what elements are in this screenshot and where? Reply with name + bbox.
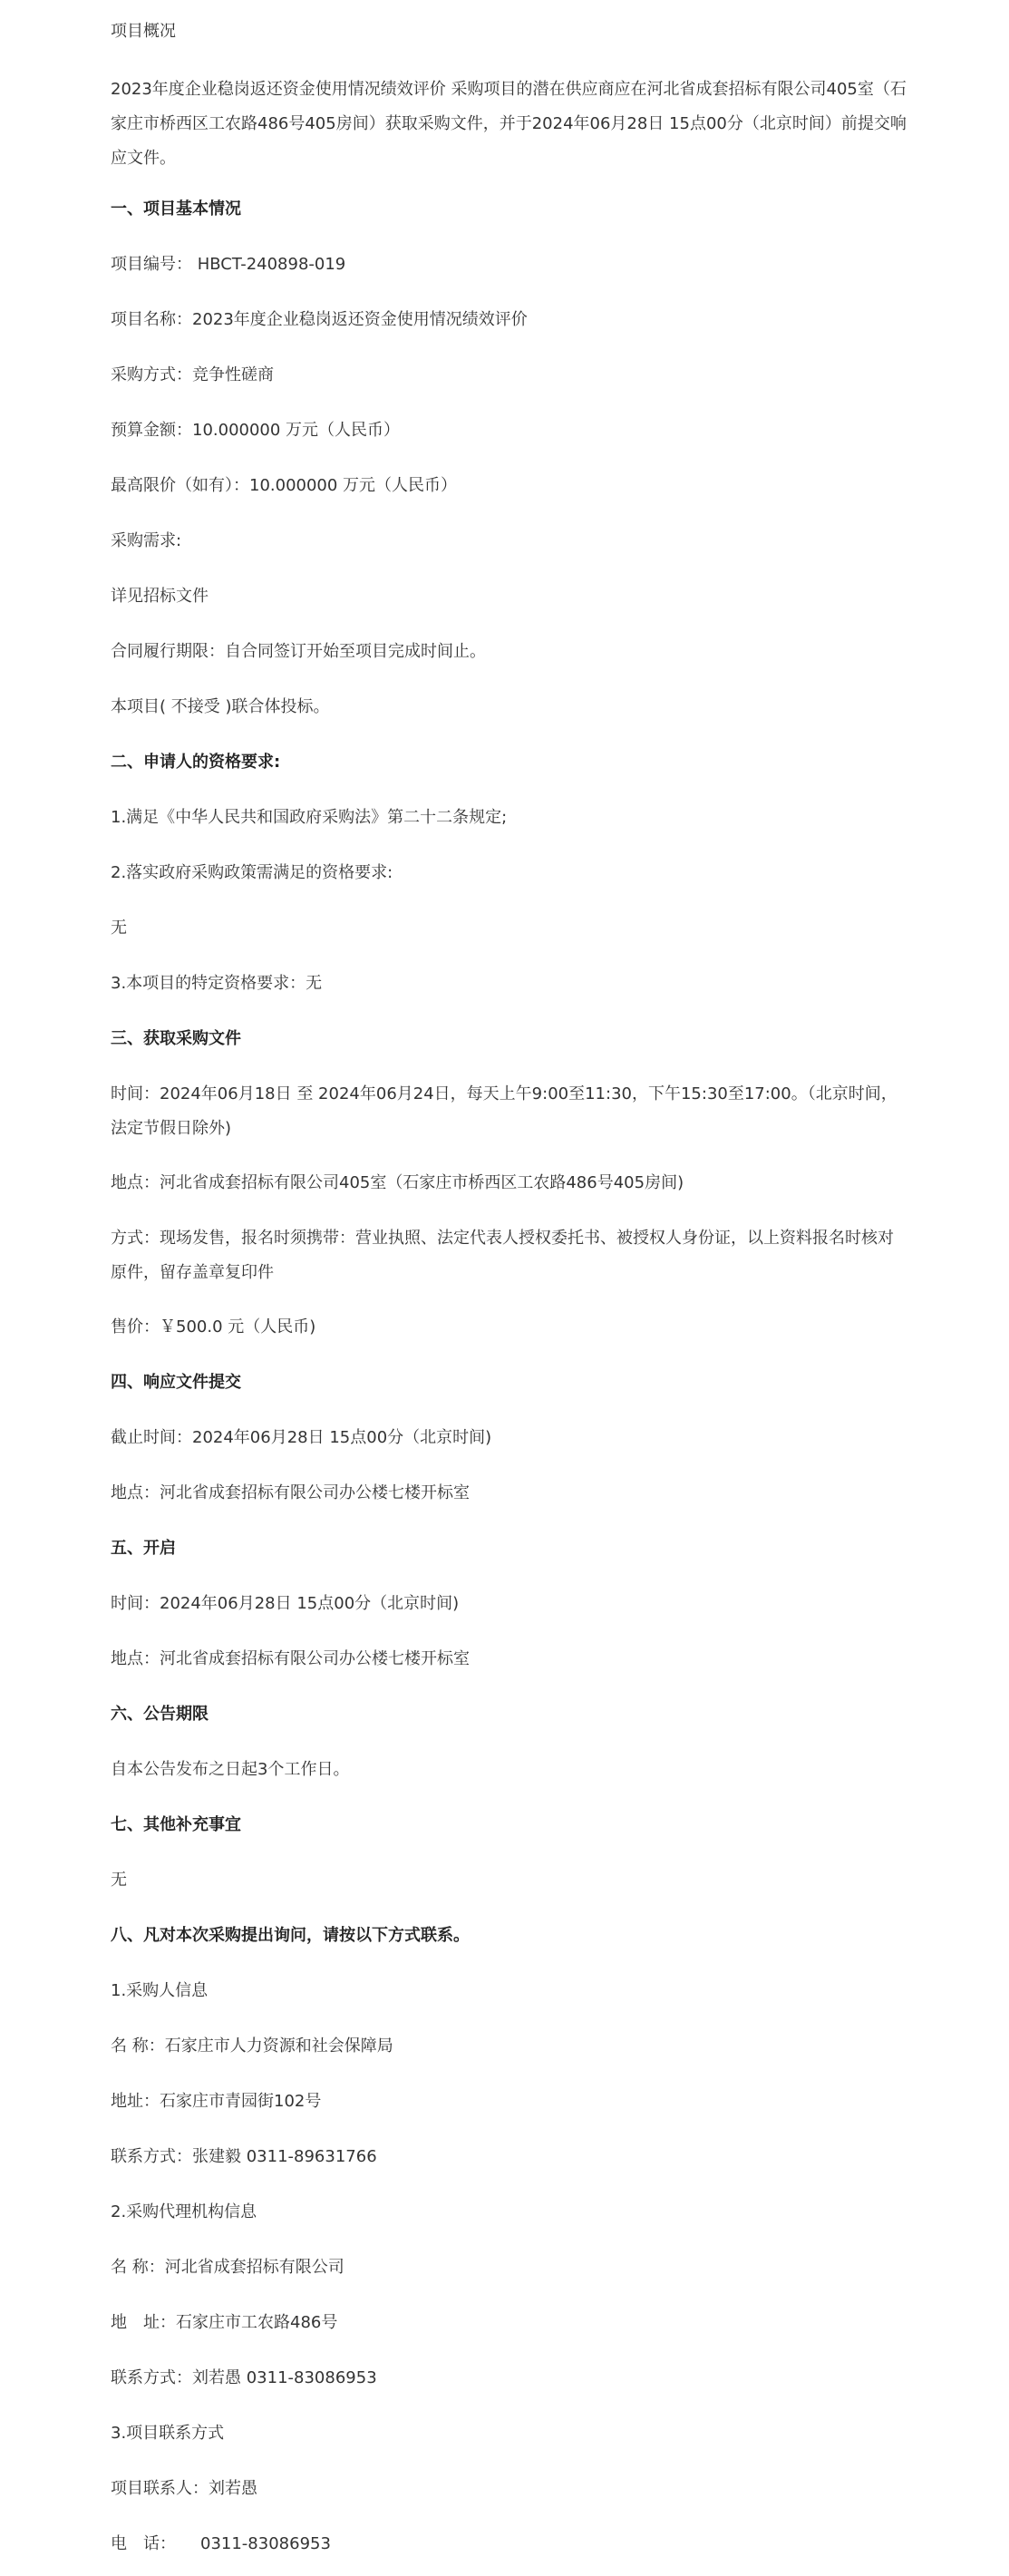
- max-price: 最高限价（如有）：10.000000 万元（人民币）: [111, 476, 458, 495]
- acquire-place: 地点：河北省成套招标有限公司405室（石家庄市桥西区工农路486号405房间): [111, 1173, 684, 1192]
- section8-heading: 八、凡对本次采购提出询问，请按以下方式联系。: [111, 1926, 470, 1945]
- section2-heading: 二、申请人的资格要求:: [111, 753, 281, 772]
- submission-deadline: 截止时间：2024年06月28日 15点00分（北京时间): [111, 1428, 492, 1447]
- opening-time: 时间：2024年06月28日 15点00分（北京时间): [111, 1594, 460, 1613]
- section6-heading: 六、公告期限: [111, 1705, 209, 1724]
- purchaser-title: 1.采购人信息: [111, 1981, 209, 2000]
- project-name: 项目名称：2023年度企业稳岗返还资金使用情况绩效评价: [111, 310, 528, 329]
- agency-name: 名 称：河北省成套招标有限公司: [111, 2258, 344, 2277]
- demand-value: 详见招标文件: [111, 587, 209, 606]
- document-price: 售价：￥500.0 元（人民币): [111, 1317, 316, 1337]
- project-contact-phone: 电 话： 0311-83086953: [111, 2534, 331, 2553]
- opening-place: 地点：河北省成套招标有限公司办公楼七楼开标室: [111, 1649, 470, 1668]
- qualification-item-2-value: 无: [111, 919, 127, 938]
- acquire-time: 时间：2024年06月18日 至 2024年06月24日，每天上午9:00至11:30，下午15:30至17:00。（北京时间，法定节假日除外): [111, 1084, 897, 1138]
- demand-label: 采购需求:: [111, 531, 182, 550]
- section1-heading: 一、项目基本情况: [111, 199, 241, 219]
- contract-period: 合同履行期限：自合同签订开始至项目完成时间止。: [111, 642, 486, 661]
- section3-heading: 三、获取采购文件: [111, 1029, 241, 1048]
- agency-title: 2.采购代理机构信息: [111, 2202, 257, 2221]
- purchaser-address: 地址：石家庄市青园街102号: [111, 2092, 322, 2111]
- project-contact-person: 项目联系人：刘若愚: [111, 2479, 257, 2498]
- overview-title: 项目概况: [111, 22, 176, 41]
- qualification-item-1: 1.满足《中华人民共和国政府采购法》第二十二条规定;: [111, 808, 508, 827]
- acquire-method: 方式：现场发售，报名时须携带：营业执照、法定代表人授权委托书、被授权人身份证，以上资料报名时核对原件，留存盖章复印件: [111, 1229, 894, 1282]
- project-contact-title: 3.项目联系方式: [111, 2424, 225, 2443]
- budget-amount: 预算金额：10.000000 万元（人民币）: [111, 421, 401, 440]
- section5-heading: 五、开启: [111, 1539, 176, 1558]
- purchaser-name: 名 称：石家庄市人力资源和社会保障局: [111, 2036, 393, 2056]
- qualification-item-3: 3.本项目的特定资格要求：无: [111, 974, 323, 993]
- other-matters: 无: [111, 1871, 127, 1890]
- purchaser-contact: 联系方式：张建毅 0311-89631766: [111, 2147, 377, 2166]
- procurement-method: 采购方式：竞争性磋商: [111, 365, 274, 384]
- section4-heading: 四、响应文件提交: [111, 1373, 241, 1392]
- consortium-note: 本项目( 不接受 )联合体投标。: [111, 697, 330, 716]
- qualification-item-2: 2.落实政府采购政策需满足的资格要求:: [111, 863, 393, 882]
- agency-address: 地 址：石家庄市工农路486号: [111, 2313, 338, 2332]
- submission-place: 地点：河北省成套招标有限公司办公楼七楼开标室: [111, 1483, 470, 1502]
- notice-period: 自本公告发布之日起3个工作日。: [111, 1760, 350, 1779]
- agency-contact: 联系方式：刘若愚 0311-83086953: [111, 2368, 377, 2387]
- overview-text: 2023年度企业稳岗返还资金使用情况绩效评价 采购项目的潜在供应商应在河北省成套招标有限公司405室（石家庄市桥西区工农路486号405房间）获取采购文件，并于2024年06月28日 15点00分（北京时间）前提交响应文件。: [111, 80, 907, 168]
- project-number: 项目编号： HBCT-240898-019: [111, 255, 346, 274]
- section7-heading: 七、其他补充事宜: [111, 1815, 241, 1834]
